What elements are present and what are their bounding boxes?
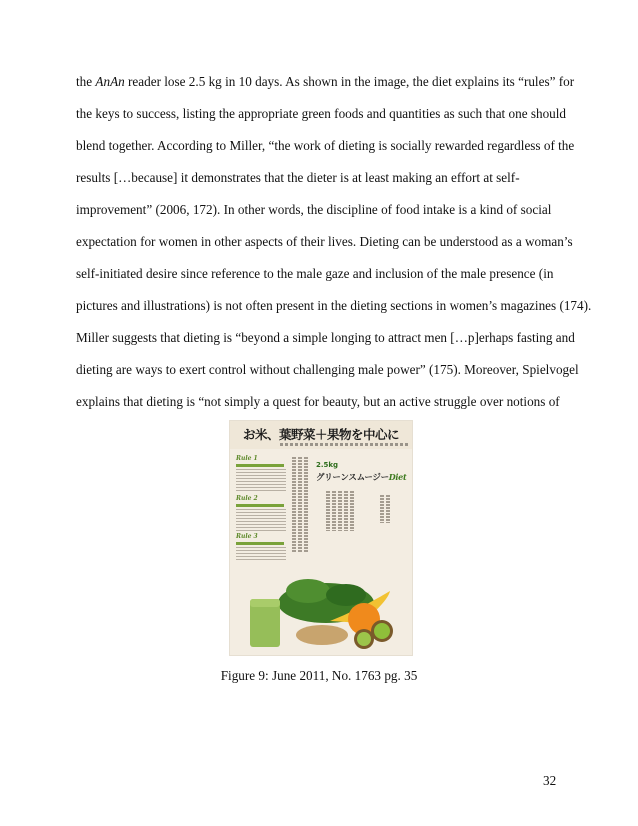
rule-heading xyxy=(236,542,284,545)
rule-tag: Rule 1 xyxy=(236,455,258,462)
smoothie-title xyxy=(316,471,408,483)
vertical-text-column xyxy=(350,491,354,531)
smoothie-name: グリーンスムージー xyxy=(316,473,389,483)
body-line xyxy=(76,138,574,154)
vertical-text-column xyxy=(344,491,348,531)
amount-unit: kg xyxy=(328,461,339,469)
body-line xyxy=(76,330,575,346)
figure-subtitle-text xyxy=(280,443,408,446)
rule-block xyxy=(236,455,288,491)
line-text: the keys to success, listing the appropriate green foods and quantities as such that one should xyxy=(76,106,567,121)
vertical-text-column xyxy=(386,495,390,523)
line-text: results […because] it demonstrates that the dieter is at least making an effort at self- xyxy=(76,170,520,185)
rule-tag: Rule 3 xyxy=(236,533,258,540)
line-text: improvement” (2006, 172). In other words, the discipline of food intake is a kind of social xyxy=(76,202,552,217)
vertical-text-column xyxy=(332,491,336,531)
line-text: the xyxy=(76,74,96,89)
body-line xyxy=(76,170,520,186)
vertical-text-column xyxy=(338,491,342,531)
weight-loss-amount xyxy=(316,461,408,469)
rule-text xyxy=(236,509,286,531)
magazine-title: AnAn xyxy=(95,74,125,89)
line-text: pictures and illustrations) is not often present in the dieting sections in women’s magazines (174). xyxy=(76,298,592,313)
vertical-text-column xyxy=(304,457,308,553)
line-text: explains that dieting is “not simply a quest for beauty, but an active struggle over notions of xyxy=(76,394,560,409)
magazine-figure xyxy=(229,420,413,656)
page-number: 32 xyxy=(543,773,557,788)
body-line xyxy=(76,266,553,282)
line-text: blend together. According to Miller, “the work of dieting is socially rewarded regardless of the xyxy=(76,138,575,153)
line-text: dieting are ways to exert control without challenging male power” (175). Moreover, Spielvogel xyxy=(76,362,579,377)
produce-photo xyxy=(230,561,412,655)
amount-value: 2.5 xyxy=(316,461,329,469)
wooden-board xyxy=(296,625,348,645)
vertical-text-column xyxy=(298,457,302,553)
line-text: Miller suggests that dieting is “beyond a simple longing to attract men […p]erhaps fasting and xyxy=(76,330,575,345)
vertical-text-column xyxy=(380,495,384,523)
line-text: expectation for women in other aspects of their lives. Dieting can be understood as a woman’s xyxy=(76,234,573,249)
rule-block xyxy=(236,495,288,531)
figure-title: お米、葉野菜＋果物を中心に xyxy=(242,427,399,442)
body-line xyxy=(76,234,573,250)
body-line xyxy=(76,106,566,122)
line-text: self-initiated desire since reference to the male gaze and inclusion of the male presence (in xyxy=(76,266,554,281)
vertical-text-column xyxy=(292,457,296,553)
body-line xyxy=(76,298,591,314)
rule-text xyxy=(236,547,286,561)
body-line xyxy=(76,74,574,90)
body-line xyxy=(76,202,551,218)
rule-heading xyxy=(236,504,284,507)
line-text: reader lose 2.5 kg in 10 days. As shown in the image, the diet explains its “rules” for xyxy=(124,74,575,89)
body-line xyxy=(76,362,579,378)
figure-caption: Figure 9: June 2011, No. 1763 pg. 35 xyxy=(220,668,418,683)
smoothie-heading xyxy=(316,461,408,483)
diet-label: Diet xyxy=(388,472,407,482)
rule-tag: Rule 2 xyxy=(236,495,258,502)
rule-text xyxy=(236,469,286,491)
vertical-text-column xyxy=(326,491,330,531)
rule-heading xyxy=(236,464,284,467)
body-line xyxy=(76,394,560,410)
rule-block xyxy=(236,533,288,561)
